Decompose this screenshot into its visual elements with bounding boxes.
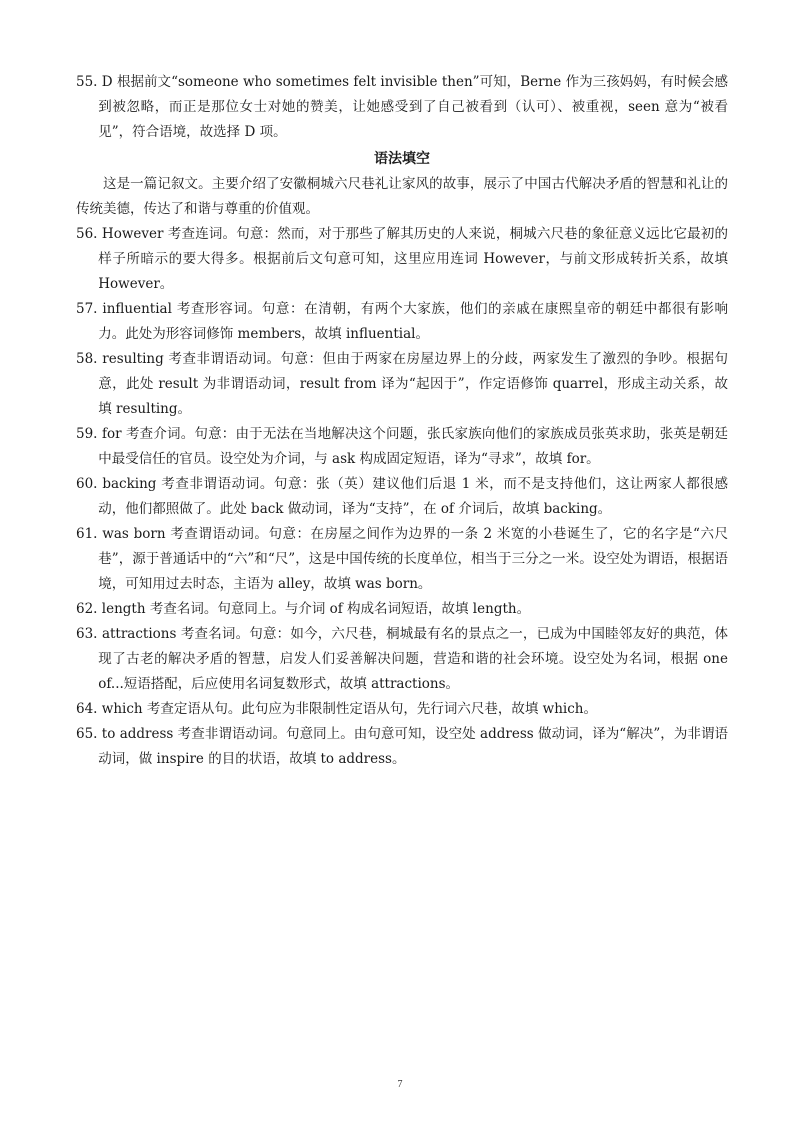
answer-item: 63. attractions 考查名词。句意：如今，六尺巷，桐城最有名的景点之一，已成为中国睦邻友好的典范，体现了古老的解决矛盾的智慧，启发人们妥善解决问题，营造和谐的社会环境。设空处为名词，根据 one of...短语搭配，后应使用名词复数形式，故填 attractions。: [76, 626, 728, 692]
answer-item: 65. to address 考查非谓语动词。句意同上。由句意可知，设空处 address 做动词，译为“解决”，为非谓语动词，做 inspire 的目的状语，故填 to address。: [76, 726, 728, 767]
section-intro: 这是一篇记叙文。主要介绍了安徽桐城六尺巷礼让家风的故事，展示了中国古代解决矛盾的智慧和礼让的传统美德，传达了和谐与尊重的价值观。: [76, 176, 728, 217]
answer-item: 62. length 考查名词。句意同上。与介词 of 构成名词短语，故填 length。: [76, 601, 531, 617]
answer-item: 61. was born 考查谓语动词。句意：在房屋之间作为边界的一条 2 米宽的小巷诞生了，它的名字是“六尺巷”，源于普通话中的“六”和“尺”，这是中国传统的长度单位，相当于三分之一米。设空处为谓语，根据语境，可知用过去时态，主语为 alley，故填 was born。: [76, 526, 728, 592]
answer-item: 64. which 考查定语从句。此句应为非限制性定语从句，先行词六尺巷，故填 which。: [76, 701, 597, 717]
answer-item-55: 55. D 根据前文“someone who sometimes felt invisible then”可知，Berne 作为三孩妈妈，有时候会感到被忽略，而正是那位女士对她的赞美，让她感受到了自己被看到（认可）、被重视，seen 意为“被看见”，符合语境，故选择 D 项。: [76, 74, 728, 140]
answer-item: 59. for 考查介词。句意：由于无法在当地解决这个问题，张氏家族向他们的家族成员张英求助，张英是朝廷中最受信任的官员。设空处为介词，与 ask 构成固定短语，译为“寻求”，故填 for。: [76, 426, 728, 467]
answer-key-content: [76, 70, 728, 772]
answer-item: 56. However 考查连词。句意：然而，对于那些了解其历史的人来说，桐城六尺巷的象征意义远比它最初的样子所暗示的要大得多。根据前后文句意可知，这里应用连词 However，与前文形成转折关系，故填 However。: [76, 226, 728, 292]
answer-item: 58. resulting 考查非谓语动词。句意：但由于两家在房屋边界上的分歧，两家发生了激烈的争吵。根据句意，此处 result 为非谓语动词，result from 译为“起因于”，作定语修饰 quarrel，形成主动关系，故填 resulting。: [76, 351, 728, 417]
answer-item: 60. backing 考查非谓语动词。句意：张（英）建议他们后退 1 米，而不是支持他们，这让两家人都很感动，他们都照做了。此处 back 做动词，译为“支持”，在 of 介词后，故填 backing。: [76, 476, 728, 517]
section-title: 语法填空: [374, 151, 430, 167]
answer-list: [76, 222, 728, 772]
answer-item: 57. influential 考查形容词。句意：在清朝，有两个大家族，他们的亲戚在康熙皇帝的朝廷中都很有影响力。此处为形容词修饰 members，故填 influential。: [76, 301, 728, 342]
page-number: 7: [397, 1079, 403, 1090]
